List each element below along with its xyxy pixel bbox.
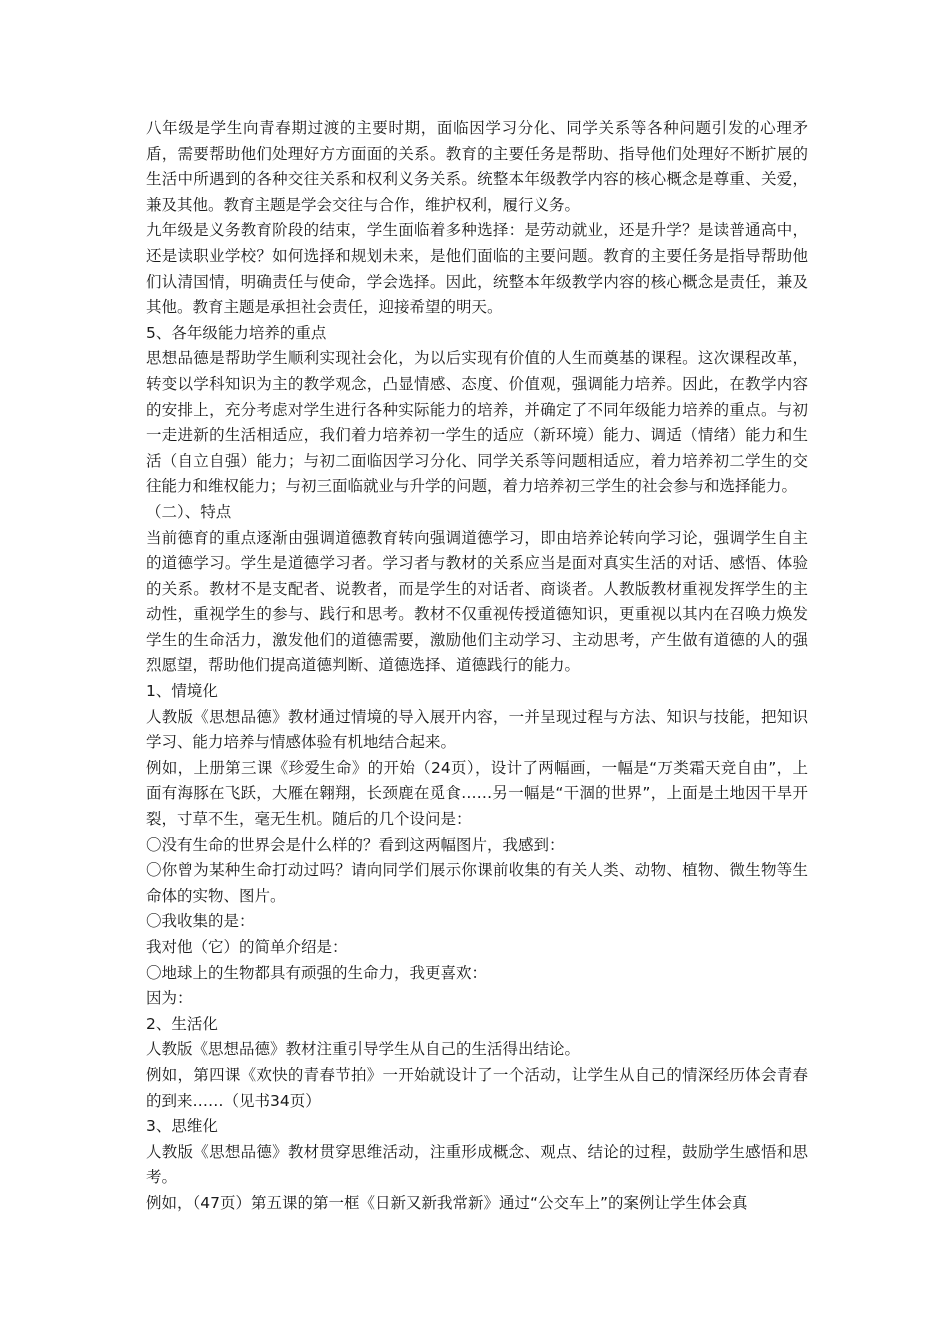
paragraph-ability: 思想品德是帮助学生顺利实现社会化，为以后实现有价值的人生而奠基的课程。这次课程改革，转变以学科知识为主的教学观念，凸显情感、态度、价值观，强调能力培养。因此，在教学内容的安排上，充分考虑对学生进行各种实际能力的培养，并确定了不同年级能力培养的重点。与初一走进新的生活相适应，我们着力培养初一学生的适应（新环境）能力、调适（情绪）能力和生活（自立自强）能力；与初二面临因学习分化、同学关系等问题相适应，着力培养初二学生的交往能力和维权能力；与初三面临就业与升学的问题，着力培养初三学生的社会参与和选择能力。 xyxy=(146,349,808,496)
paragraph-grade9: 九年级是义务教育阶段的结束，学生面临着多种选择：是劳动就业，还是升学？是读普通高中，还是读职业学校？如何选择和规划未来，是他们面临的主要问题。教育的主要任务是指导帮助他们认清国情，明确责任与使命，学会选择。因此，统整本年级教学内容的核心概念是责任，兼及其他。教育主题是承担社会责任，迎接希望的明天。 xyxy=(146,221,808,317)
section-heading-ability: 5、各年级能力培养的重点 xyxy=(146,323,327,342)
section-heading-features: （二）、特点 xyxy=(146,502,232,521)
paragraph-grade8: 八年级是学生向青春期过渡的主要时期，面临因学习分化、同学关系等各种问题引发的心理矛盾，需要帮助他们处理好方方面面的关系。教育的主要任务是帮助、指导他们处理好不断扩展的生活中所遇到的各种交往关系和权利义务关系。统整本年级教学内容的核心概念是尊重、关爱，兼及其他。教育主题是学会交往与合作，维护权利，履行义务。 xyxy=(146,119,808,214)
question-item-2: 〇你曾为某种生命打动过吗？请向同学们展示你课前收集的有关人类、动物、植物、微生物等生命体的实物、图片。 xyxy=(146,861,808,905)
paragraph-example-lesson3: 例如，上册第三课《珍爱生命》的开始（24页），设计了两幅画，一幅是“万类霜天竞自由”，上面有海豚在飞跃，大雁在翱翔，长颈鹿在觅食……另一幅是“干涸的世界”，上面是土地因干旱开裂，寸草不生，毫无生机。随后的几个设问是： xyxy=(146,758,808,829)
section-heading-life: 2、生活化 xyxy=(146,1014,218,1033)
section-heading-thinking: 3、思维化 xyxy=(146,1117,218,1136)
question-item-4: 〇地球上的生物都具有顽强的生命力，我更喜欢： xyxy=(146,963,488,982)
question-item-1: 〇没有生命的世界会是什么样的？看到这两幅图片，我感到： xyxy=(146,835,565,854)
section-heading-situational: 1、情境化 xyxy=(146,682,218,701)
paragraph-example-lesson5: 例如，（47页）第五课的第一框《日新又新我常新》通过“公交车上”的案例让学生体会真 xyxy=(146,1193,748,1212)
paragraph-thinking: 人教版《思想品德》教材贯穿思维活动，注重形成概念、观点、结论的过程，鼓励学生感悟和思考。 xyxy=(146,1142,808,1187)
paragraph-life: 人教版《思想品德》教材注重引导学生从自己的生活得出结论。 xyxy=(146,1040,581,1059)
question-line-because: 因为： xyxy=(146,989,193,1008)
paragraph-situational: 人教版《思想品德》教材通过情境的导入展开内容，一并呈现过程与方法、知识与技能，把知识学习、能力培养与情感体验有机地结合起来。 xyxy=(146,707,808,752)
question-line-intro: 我对他（它）的简单介绍是： xyxy=(146,938,348,956)
document-body xyxy=(146,116,808,1217)
paragraph-features: 当前德育的重点逐渐由强调道德教育转向强调道德学习，即由培养论转向学习论，强调学生自主的道德学习。学生是道德学习者。学习者与教材的关系应当是面对真实生活的对话、感悟、体验的关系。教材不是支配者、说教者，而是学生的对话者、商谈者。人教版教材重视发挥学生的主动性，重视学生的参与、践行和思考。教材不仅重视传授道德知识，更重视以其内在召唤力焕发学生的生命活力，激发他们的道德需要，激励他们主动学习、主动思考，产生做有道德的人的强烈愿望，帮助他们提高道德判断、道德选择、道德践行的能力。 xyxy=(146,528,808,675)
paragraph-example-lesson4: 例如，第四课《欢快的青春节拍》一开始就设计了一个活动，让学生从自己的情深经历体会青春的到来……（见书34页） xyxy=(146,1065,808,1110)
question-item-3: 〇我收集的是： xyxy=(146,912,255,931)
